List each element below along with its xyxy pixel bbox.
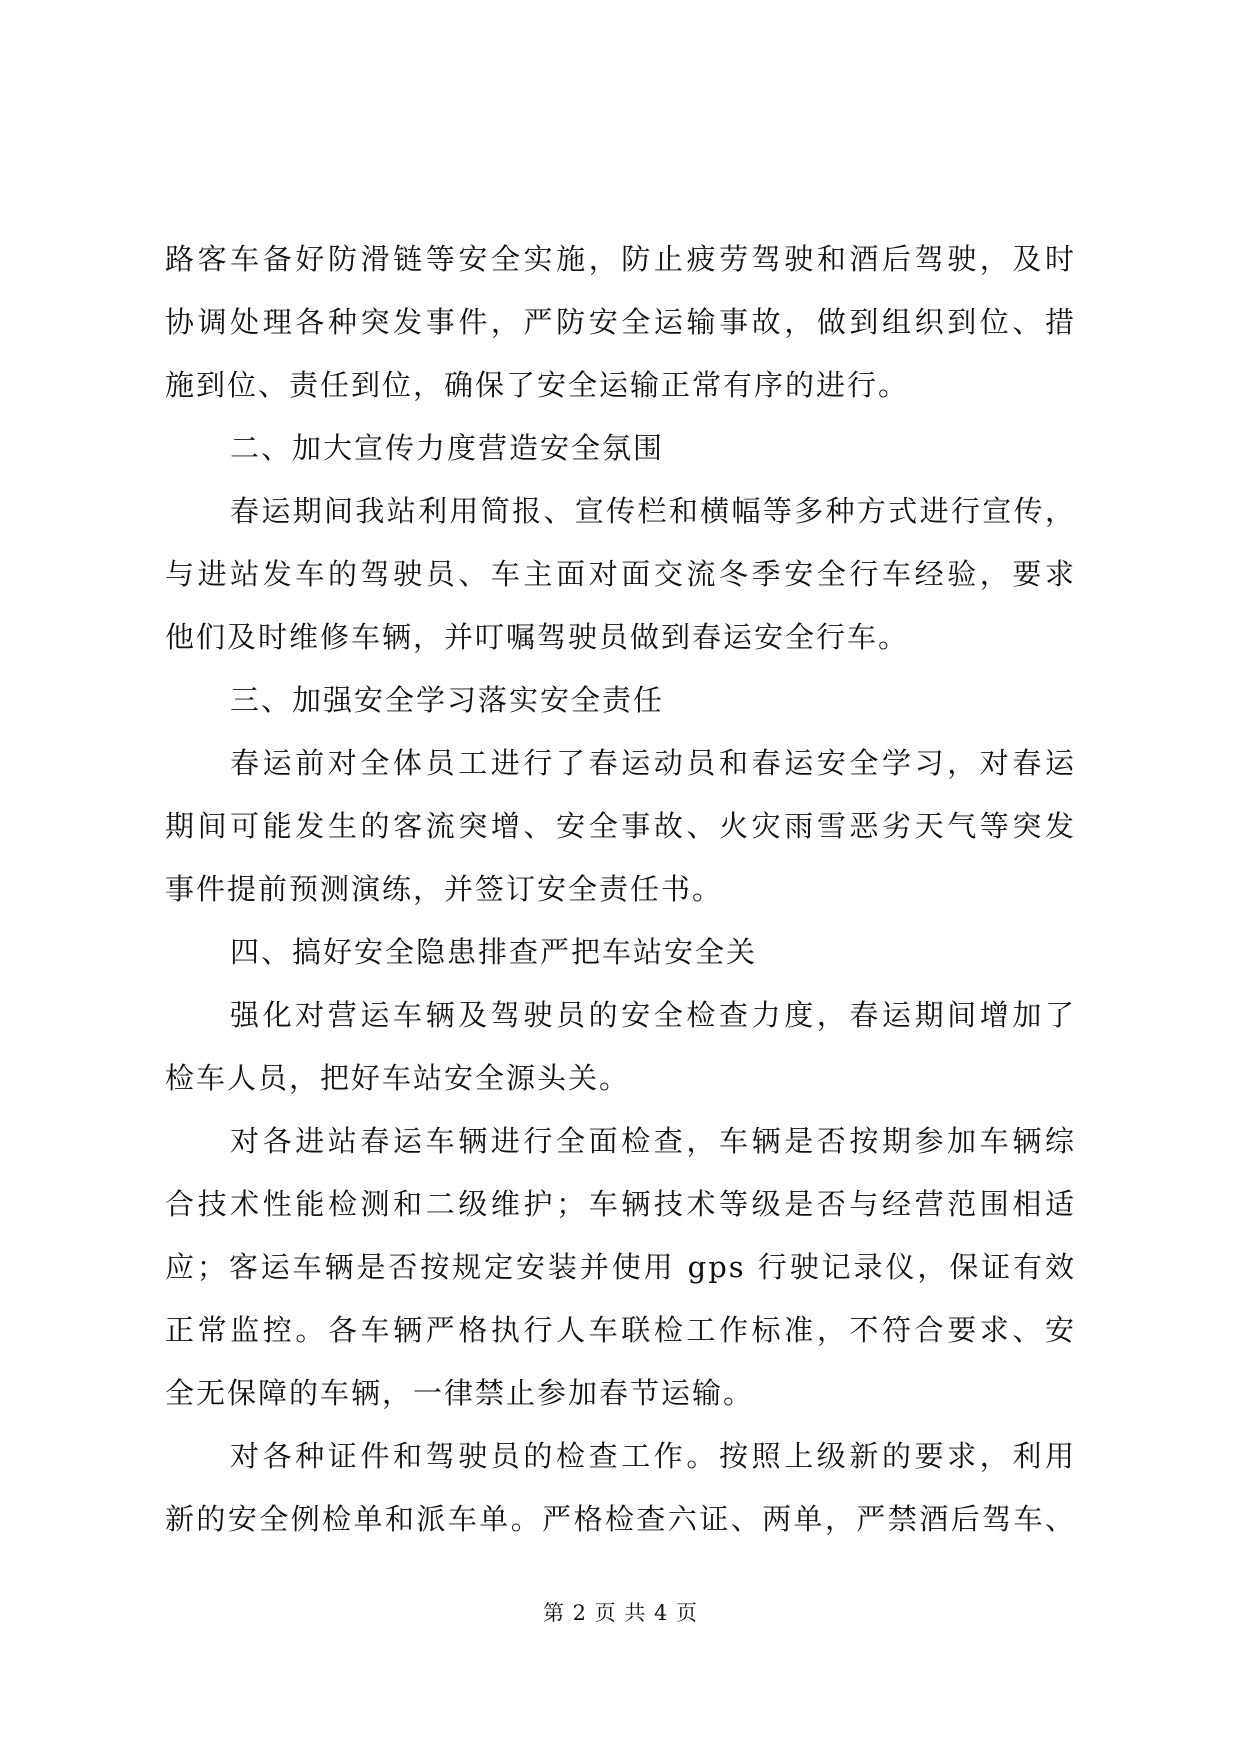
section-heading: 二、加大宣传力度营造安全氛围 bbox=[230, 431, 665, 465]
text-line: 事件提前预测演练，并签订安全责任书。 bbox=[165, 872, 724, 906]
text-line: 春运前对全体员工进行了春运动员和春运安全学习，对春运 bbox=[230, 746, 1076, 780]
text-line: 期间可能发生的客流突增、安全事故、火灾雨雪恶劣天气等突发 bbox=[165, 809, 1076, 843]
text-line: 新的安全例检单和派车单。严格检查六证、两单，严禁酒后驾车、 bbox=[165, 1502, 1076, 1536]
page-number-footer: 第 2 页 共 4 页 bbox=[542, 1601, 699, 1625]
text-line: 对各进站春运车辆进行全面检查，车辆是否按期参加车辆综 bbox=[230, 1124, 1076, 1158]
text-line: 春运期间我站利用简报、宣传栏和横幅等多种方式进行宣传， bbox=[230, 494, 1076, 528]
text-line: 全无保障的车辆，一律禁止参加春节运输。 bbox=[165, 1376, 755, 1410]
section-heading: 四、搞好安全隐患排查严把车站安全关 bbox=[230, 935, 758, 969]
text-line: 对各种证件和驾驶员的检查工作。按照上级新的要求，利用 bbox=[230, 1439, 1076, 1473]
text-line: 检车人员，把好车站安全源头关。 bbox=[165, 1061, 631, 1095]
text-line: 合技术性能检测和二级维护；车辆技术等级是否与经营范围相适 bbox=[165, 1187, 1076, 1221]
section-heading: 三、加强安全学习落实安全责任 bbox=[230, 683, 665, 717]
text-line: 施到位、责任到位，确保了安全运输正常有序的进行。 bbox=[165, 368, 910, 402]
text-line: 路客车备好防滑链等安全实施，防止疲劳驾驶和酒后驾驶，及时 bbox=[165, 242, 1076, 276]
text-line: 他们及时维修车辆，并叮嘱驾驶员做到春运安全行车。 bbox=[165, 620, 910, 654]
text-line: 正常监控。各车辆严格执行人车联检工作标准，不符合要求、安 bbox=[165, 1313, 1076, 1347]
document-body bbox=[165, 228, 1076, 1551]
text-line: 与进站发车的驾驶员、车主面对面交流冬季安全行车经验，要求 bbox=[165, 557, 1076, 591]
text-line: 应；客运车辆是否按规定安装并使用 gps 行驶记录仪，保证有效 bbox=[165, 1250, 1076, 1284]
text-line: 协调处理各种突发事件，严防安全运输事故，做到组织到位、措 bbox=[165, 305, 1076, 339]
text-line: 强化对营运车辆及驾驶员的安全检查力度，春运期间增加了 bbox=[230, 998, 1076, 1032]
